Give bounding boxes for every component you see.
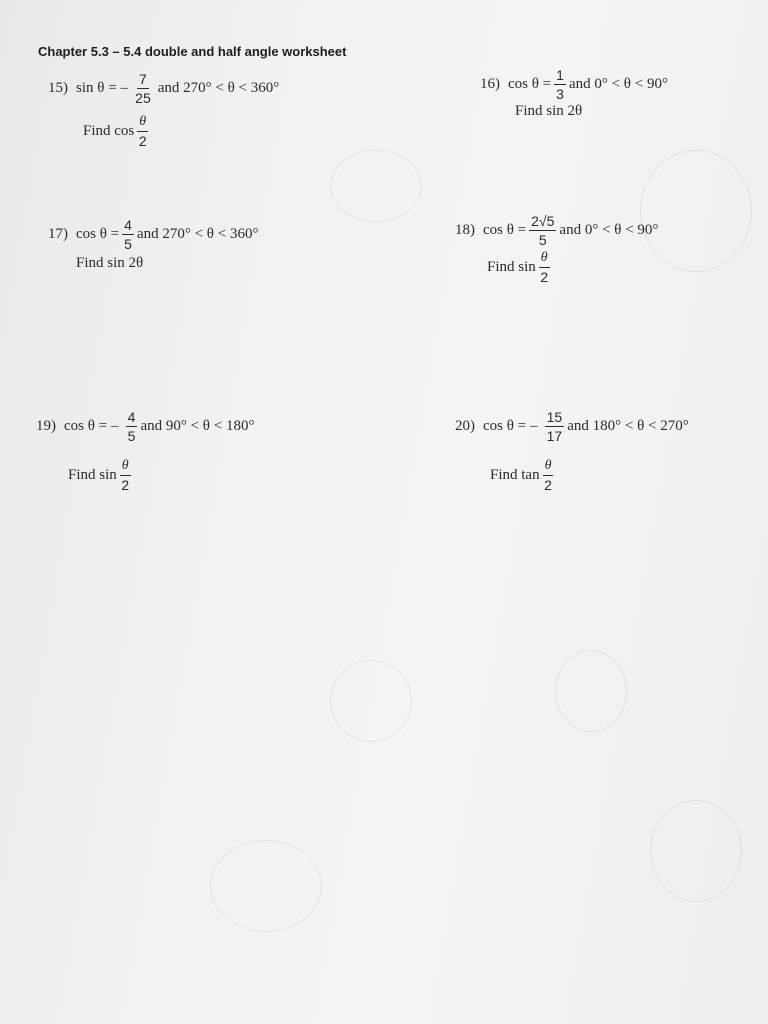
problem-number: 17) xyxy=(48,226,68,242)
numerator: θ xyxy=(543,459,554,476)
half-angle-fraction xyxy=(120,459,131,492)
condition: and 270° < θ < 360° xyxy=(136,226,259,242)
numerator: 4 xyxy=(124,217,132,233)
denominator: 2 xyxy=(540,269,549,285)
problem-number: 15) xyxy=(48,80,68,96)
find-label: Find tan xyxy=(490,467,540,483)
find-label: Find sin xyxy=(68,467,117,483)
bleed-through-mark xyxy=(210,840,322,932)
given-fraction xyxy=(554,68,566,101)
condition: and 180° < θ < 270° xyxy=(567,418,689,434)
bleed-through-mark xyxy=(330,150,422,222)
given-function: cos θ = xyxy=(483,418,527,434)
condition: and 0° < θ < 90° xyxy=(559,222,659,238)
sign: – xyxy=(530,418,538,434)
condition: and 270° < θ < 360° xyxy=(157,80,280,96)
problem-number: 19) xyxy=(36,418,56,434)
half-angle-fraction xyxy=(539,251,550,284)
find-label: Find sin xyxy=(487,259,536,275)
numerator: 15 xyxy=(546,409,563,425)
bleed-through-mark xyxy=(650,800,742,902)
sign: – xyxy=(120,80,129,96)
given-fraction xyxy=(529,214,556,247)
numerator: 4 xyxy=(127,409,136,425)
denominator: 5 xyxy=(127,428,136,444)
given-fraction xyxy=(126,410,138,443)
condition: and 0° < θ < 90° xyxy=(568,76,668,92)
denominator: 5 xyxy=(124,236,132,252)
given-fraction xyxy=(135,72,151,105)
problem-18 xyxy=(455,214,658,284)
denominator: 2 xyxy=(544,477,552,493)
numerator: 2√5 xyxy=(531,213,555,229)
numerator: θ xyxy=(539,251,550,268)
denominator: 17 xyxy=(546,428,563,444)
problem-number: 20) xyxy=(455,418,475,434)
problem-19 xyxy=(36,410,254,492)
half-angle-fraction xyxy=(137,115,148,148)
numerator: θ xyxy=(137,115,148,132)
problem-number: 18) xyxy=(455,222,475,238)
denominator: 2 xyxy=(138,133,147,149)
denominator: 3 xyxy=(556,86,564,102)
problem-20 xyxy=(455,410,689,492)
find-label: Find cos xyxy=(83,123,135,139)
condition: and 90° < θ < 180° xyxy=(140,418,255,434)
sign: – xyxy=(111,418,119,434)
problem-15 xyxy=(48,72,283,148)
denominator: 2 xyxy=(121,477,130,493)
bleed-through-mark xyxy=(330,660,412,742)
given-function: cos θ = xyxy=(64,418,108,434)
problem-16 xyxy=(480,68,668,120)
problem-number: 16) xyxy=(480,76,500,92)
bleed-through-mark xyxy=(555,650,627,732)
problem-17 xyxy=(48,218,258,272)
numerator: 1 xyxy=(556,67,564,83)
denominator: 5 xyxy=(538,232,547,248)
find-label: Find sin 2θ xyxy=(515,103,583,119)
worksheet-title: Chapter 5.3 – 5.4 double and half angle worksheet xyxy=(38,44,347,59)
given-fraction xyxy=(122,218,134,251)
given-function: sin θ = xyxy=(76,80,117,96)
given-function: cos θ = xyxy=(508,76,552,92)
numerator: 7 xyxy=(139,71,147,87)
find-label: Find sin 2θ xyxy=(76,255,144,271)
given-function: cos θ = xyxy=(76,226,120,242)
numerator: θ xyxy=(120,459,131,476)
denominator: 25 xyxy=(135,90,151,106)
given-fraction xyxy=(545,410,565,443)
given-function: cos θ = xyxy=(483,222,527,238)
half-angle-fraction xyxy=(543,459,554,492)
